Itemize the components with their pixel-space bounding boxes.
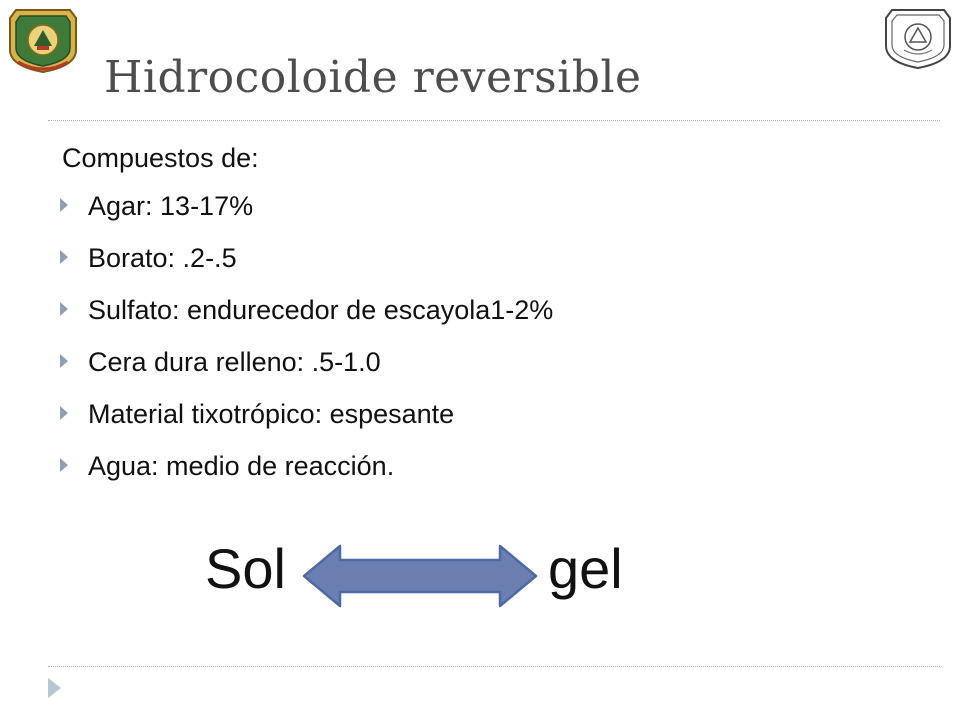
play-triangle-icon[interactable] [48,678,61,698]
bullet-text: Borato: .2-.5 [88,243,237,273]
intro-text: Compuestos de: [62,143,259,173]
triangle-bullet-icon [60,354,68,368]
list-item [60,344,553,396]
list-item [60,240,553,292]
list-item [60,448,553,500]
gel-label: gel [548,537,623,600]
triangle-bullet-icon [60,198,68,212]
seal-emblem-icon [882,4,954,70]
bullet-list [60,188,553,500]
bullet-text: Sulfato: endurecedor de escayola1-2% [88,295,554,325]
list-item [60,188,553,240]
sol-label: Sol [205,537,286,600]
bullet-text: Agar: 13-17% [88,191,254,221]
bottom-divider [48,666,940,667]
triangle-bullet-icon [60,302,68,316]
top-divider [48,120,940,121]
bullet-text: Cera dura relleno: .5-1.0 [88,347,381,377]
triangle-bullet-icon [60,406,68,420]
triangle-bullet-icon [60,458,68,472]
university-emblem-icon [4,4,82,74]
list-item [60,396,553,448]
double-arrow-icon [300,540,540,612]
slide-title: Hidrocoloide reversible [104,52,642,103]
bullet-text: Material tixotrópico: espesante [88,399,455,429]
bullet-text: Agua: medio de reacción. [88,451,395,481]
triangle-bullet-icon [60,250,68,264]
list-item [60,292,553,344]
